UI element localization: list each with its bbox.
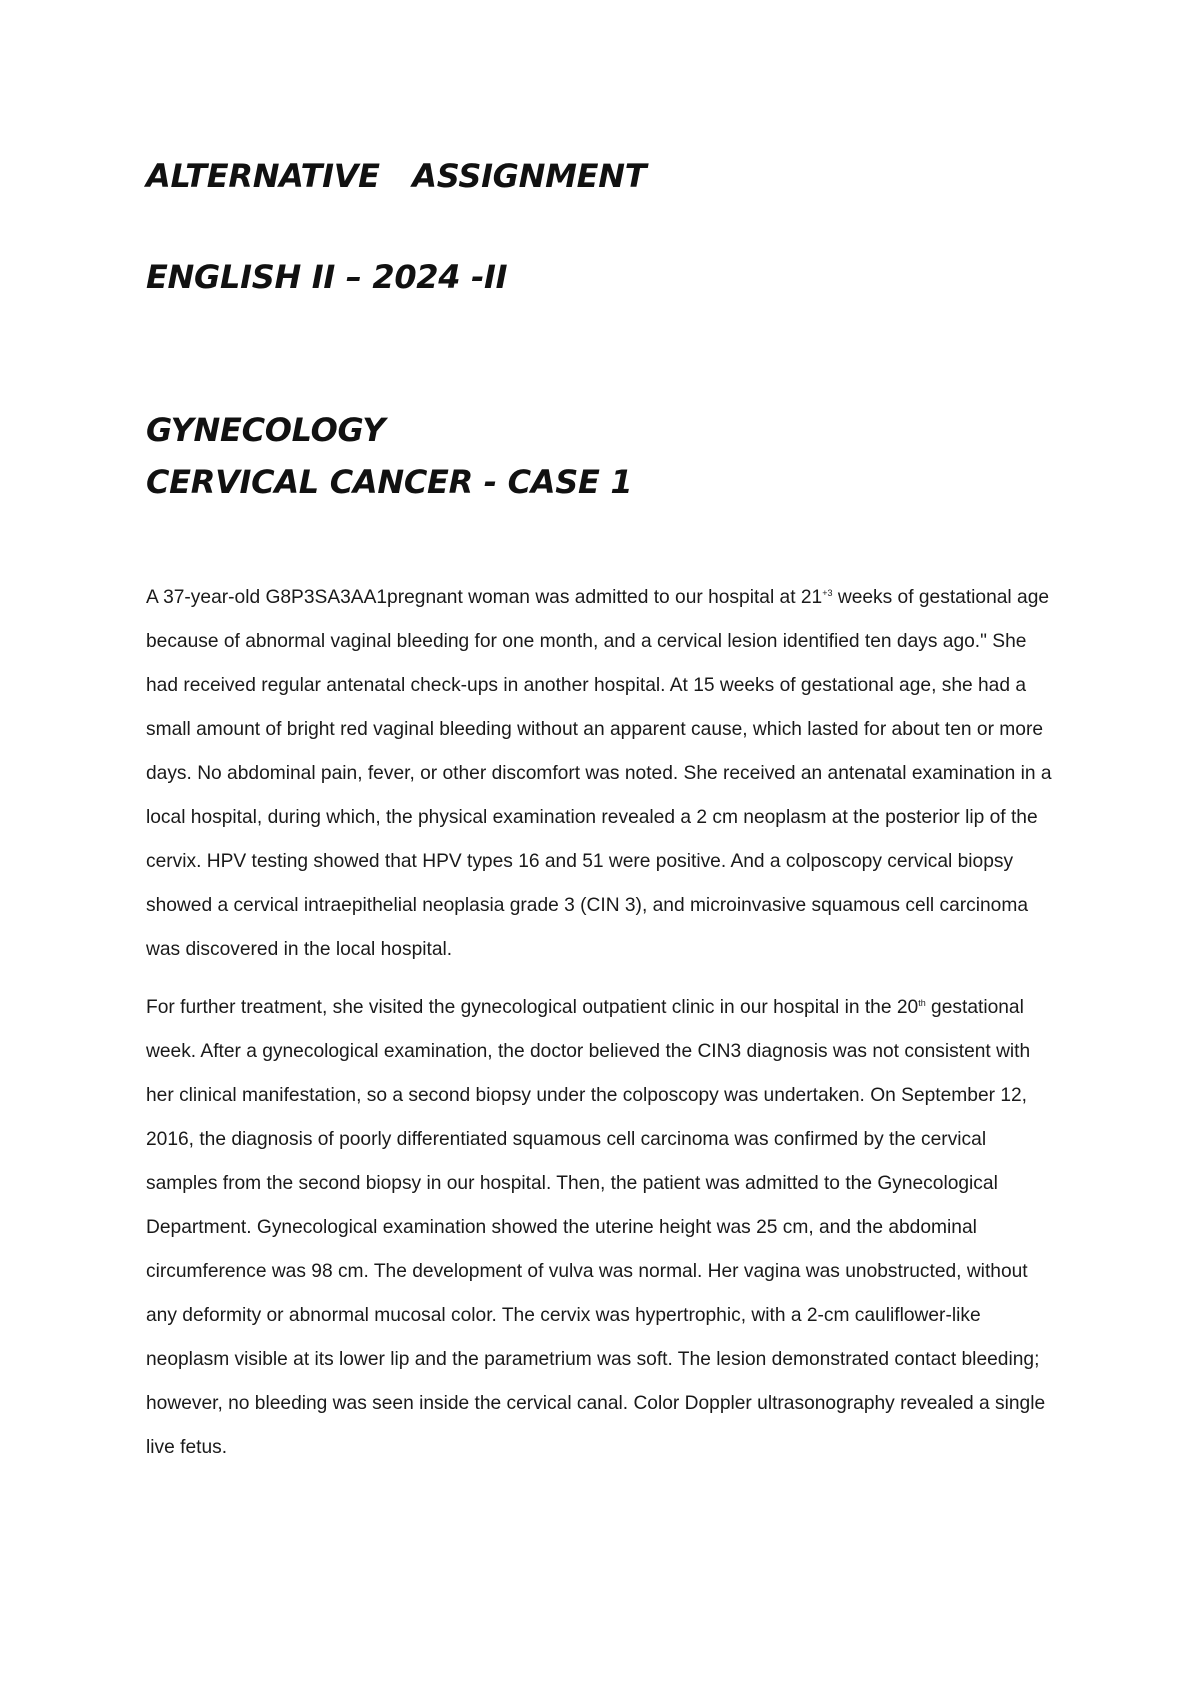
case-paragraph-2 <box>146 986 1056 1470</box>
paragraph-1-text-b: weeks of gestational age because of abnormal vaginal bleeding for one month, and a cervical lesion identified ten days ago." She had received regular antenatal check-ups in another hospital. At 15 weeks of gestational age, she had a small amount of bright red vaginal bleeding without an apparent cause, which lasted for about ten or more days. No abdominal pain, fever, or other discomfort was noted. She received an antenatal examination in a local hospital, during which, the physical examination revealed a 2 cm neoplasm at the posterior lip of the cervix. HPV testing showed that HPV types 16 and 51 were positive. And a colposcopy cervical biopsy showed a cervical intraepithelial neoplasia grade 3 (CIN 3), and microinvasive squamous cell carcinoma was discovered in the local hospital. <box>146 587 1052 960</box>
case-title: CERVICAL CANCER - CASE 1 <box>146 463 633 501</box>
case-paragraph-1 <box>146 576 1056 972</box>
paragraph-2-text-a: For further treatment, she visited the gynecological outpatient clinic in our hospital in the 20 <box>146 997 919 1018</box>
gestational-age-superscript: +3 <box>822 588 833 598</box>
course-title: ENGLISH II – 2024 -II <box>146 258 508 296</box>
paragraph-1-text-a: A 37-year-old G8P3SA3AA1pregnant woman was admitted to our hospital at 21 <box>146 587 823 608</box>
gestational-week-superscript: th <box>918 998 926 1008</box>
section-title: GYNECOLOGY <box>146 411 386 449</box>
document-content <box>146 150 1056 1470</box>
paragraph-2-text-b: gestational week. After a gynecological examination, the doctor believed the CIN3 diagnosis was not consistent with her clinical manifestation, so a second biopsy under the colposcopy was undertaken. On September 12, 2016, the diagnosis of poorly differentiated squamous cell carcinoma was confirmed by the cervical samples from the second biopsy in our hospital. Then, the patient was admitted to the Gynecological Department. Gynecological examination showed the uterine height was 25 cm, and the abdominal circumference was 98 cm. The development of vulva was normal. Her vagina was unobstructed, without any deformity or abnormal mucosal color. The cervix was hypertrophic, with a 2-cm cauliflower-like neoplasm visible at its lower lip and the parametrium was soft. The lesion demonstrated contact bleeding; however, no bleeding was seen inside the cervical canal. Color Doppler ultrasonography revealed a single live fetus. <box>146 997 1046 1458</box>
assignment-title: ALTERNATIVE ASSIGNMENT <box>146 157 647 195</box>
